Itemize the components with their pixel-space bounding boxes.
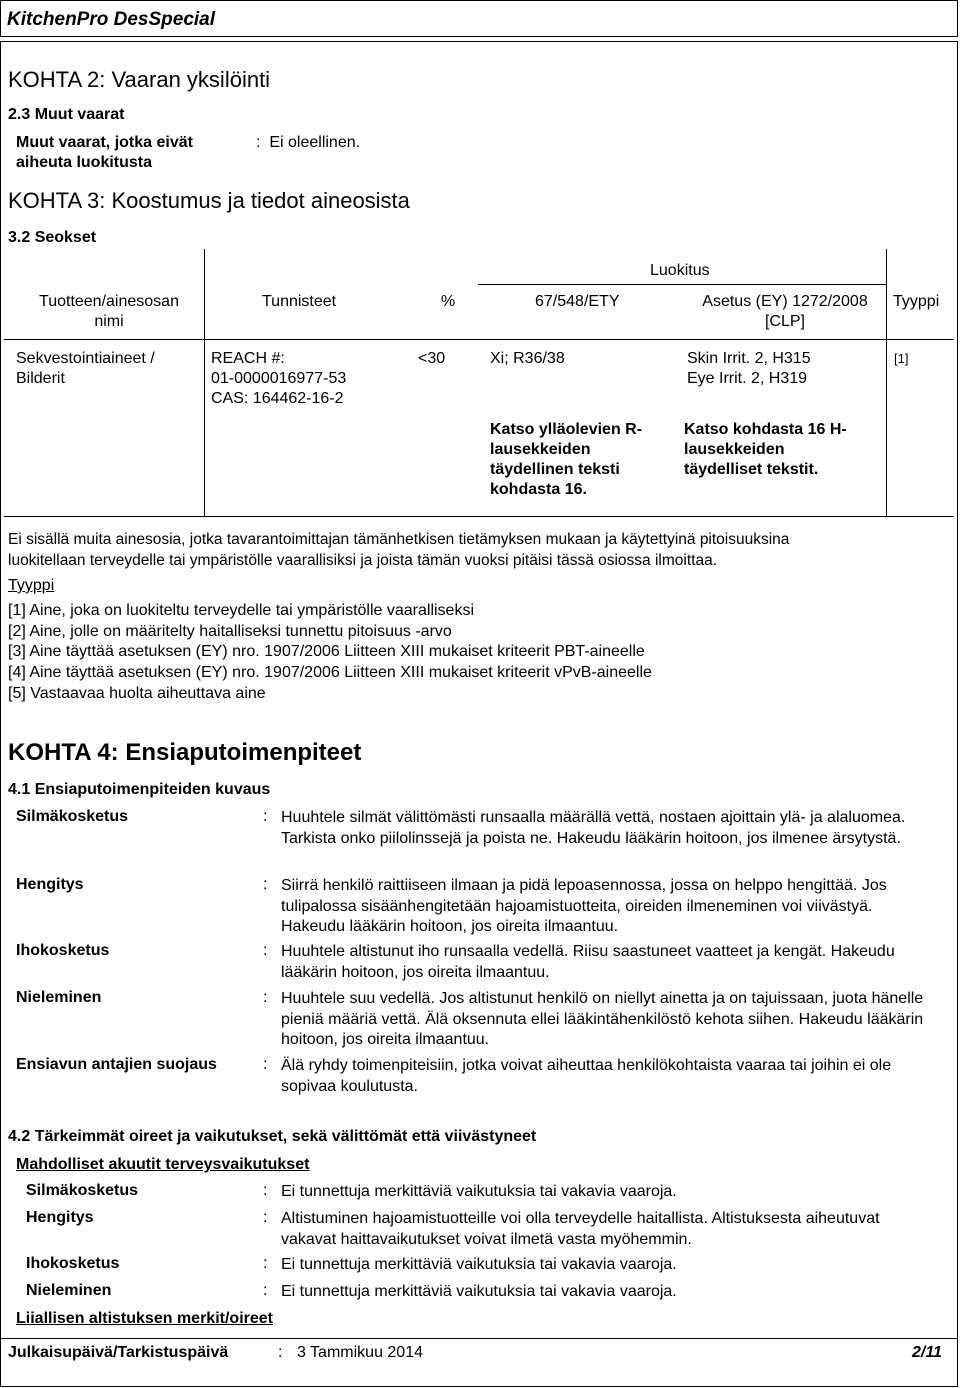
acute-colon: : <box>263 1182 268 1199</box>
col-header-clp: Asetus (EY) 1272/2008 [CLP] <box>702 293 868 330</box>
first-aid-label: Silmäkosketus <box>16 808 129 825</box>
footer-date-label: Julkaisupäivä/Tarkistuspäivä <box>8 1344 229 1361</box>
acute-label: Ihokosketus <box>26 1255 120 1272</box>
first-aid-label: Ihokosketus <box>16 942 110 959</box>
first-aid-text: Huuhtele altistunut iho runsaalla vedellä. Riisu saastuneet vaatteet ja kengät. Hakeudu lääkärin hoitoon, jos oireita ilmaantuu. <box>281 943 895 981</box>
acute-label: Silmäkosketus <box>26 1182 139 1199</box>
col-divider-2 <box>886 249 887 517</box>
first-aid-label: Nieleminen <box>16 989 102 1006</box>
first-aid-text: Huuhtele suu vedellä. Jos altistunut henkilö on niellyt ainetta ja on tajuissaan, juota hänelle pieniä määriä vettä. Älä oksennuta ellei lääkintähenkilöstö kehota siihen. Hakeudu lääkärin hoitoon, jos oireita ilmaantuu. <box>281 990 924 1048</box>
overexposure-heading: Liiallisen altistuksen merkit/oireet <box>16 1310 273 1327</box>
footer-colon: : <box>278 1344 283 1361</box>
acute-text: Ei tunnettuja merkittäviä vaikutuksia tai vakavia vaaroja. <box>281 1283 677 1300</box>
col-header-dir: 67/548/ETY <box>535 293 620 310</box>
row-percent: <30 <box>418 350 446 367</box>
footer-rule <box>0 1338 958 1339</box>
first-aid-colon: : <box>263 989 268 1006</box>
type-notes <box>8 601 652 705</box>
note-clp: Katso kohdasta 16 H- lausekkeiden täydelliset tekstit. <box>684 421 847 478</box>
type-note: [2] Aine, jolle on määritelty haitalliseksi tunnettu pitoisuus -arvo <box>8 622 452 640</box>
section2-subtitle: 2.3 Muut vaarat <box>8 106 125 123</box>
acute-colon: : <box>263 1282 268 1299</box>
table-group-header: Luokitus <box>650 262 710 279</box>
type-note: [3] Aine täyttää asetuksen (EY) nro. 1907/2006 Liitteen XIII mukaiset kriteerit PBT-aineelle <box>8 643 645 661</box>
section4-title: KOHTA 4: Ensiaputoimenpiteet <box>8 739 362 766</box>
acute-label: Hengitys <box>26 1209 94 1226</box>
acute-label: Nieleminen <box>26 1282 112 1299</box>
table-header-rule <box>4 339 954 340</box>
section4-subtitle-2: 4.2 Tärkeimmät oireet ja vaikutukset, sekä välittömät että viivästyneet <box>8 1128 537 1145</box>
acute-text: Altistuminen hajoamistuotteille voi olla terveydelle haitallista. Altistuksesta aiheutuvat vakavat haittavaikutukset voivat ilmetä vasta myöhemmin. <box>281 1210 880 1248</box>
first-aid-colon: : <box>263 876 268 893</box>
type-note: [1] Aine, joka on luokiteltu terveydelle tai ympäristölle vaaralliseksi <box>8 602 475 619</box>
col-header-percent: % <box>441 293 456 310</box>
first-aid-label: Ensiavun antajien suojaus <box>16 1056 217 1073</box>
col-divider-1 <box>204 249 205 517</box>
row-identifiers: REACH #: 01-0000016977-53 CAS: 164462-16-2 <box>211 350 347 407</box>
brand-title: KitchenPro DesSpecial <box>7 9 216 30</box>
header-bar <box>0 0 958 37</box>
first-aid-colon: : <box>263 1056 268 1073</box>
page-number: 2/11 <box>912 1344 942 1361</box>
acute-colon: : <box>263 1255 268 1272</box>
first-aid-text: Huuhtele silmät välittömästi runsaalla määrällä vettä, nostaen ajoittain ylä- ja alaluomea. Tarkista onko piilolinssejä ja poista ne. Hakeudu lääkärin hoitoon, jos ilmenee ärsytystä. <box>281 809 906 847</box>
col-header-name: Tuotteen/ainesosan nimi <box>39 293 179 330</box>
section2-row-value: : Ei oleellinen. <box>256 134 361 151</box>
type-heading: Tyyppi <box>8 577 55 594</box>
row-clp: Skin Irrit. 2, H315 Eye Irrit. 2, H319 <box>687 350 811 387</box>
type-note: [4] Aine täyttää asetuksen (EY) nro. 1907/2006 Liitteen XIII mukaiset kriteerit vPvB-aineelle <box>8 664 652 682</box>
section4-subtitle-1: 4.1 Ensiaputoimenpiteiden kuvaus <box>8 781 271 798</box>
first-aid-text: Siirrä henkilö raittiiseen ilmaan ja pidä lepoasennossa, jossa on helppo hengittää. Jos tulipalossa sisäänhengitetään hajoamistuotteita, oireiden ilmeneminen voi viivästyä. Hakeudu lääkärin hoitoon, jos oireita ilmaantuu. <box>281 877 887 935</box>
section3-subtitle: 3.2 Seokset <box>8 229 97 246</box>
section3-title: KOHTA 3: Koostumus ja tiedot aineosista <box>8 188 410 213</box>
type-note: [5] Vastaavaa huolta aiheuttava aine <box>8 684 266 702</box>
footer-date: 3 Tammikuu 2014 <box>297 1344 423 1361</box>
section2-row-label: Muut vaarat, jotka eivät aiheuta luokitusta <box>16 134 193 171</box>
first-aid-label: Hengitys <box>16 876 84 893</box>
first-aid-colon: : <box>263 942 268 959</box>
first-aid-colon: : <box>263 808 268 825</box>
first-aid-text: Älä ryhdy toimenpiteisiin, jotka voivat aiheuttaa henkilökohtaista vaaraa tai joihin ei ole sopivaa koulutusta. <box>281 1057 892 1095</box>
note-dir: Katso ylläolevien R- lausekkeiden täydellinen teksti kohdasta 16. <box>490 421 643 498</box>
acute-text: Ei tunnettuja merkittäviä vaikutuksia tai vakavia vaaroja. <box>281 1183 677 1200</box>
group-header-rule <box>478 284 886 285</box>
col-header-type: Tyyppi <box>893 293 940 310</box>
col-header-identifiers: Tunnisteet <box>262 293 337 310</box>
row-name: Sekvestointiaineet / Bilderit <box>16 350 155 387</box>
row-type: [1] <box>894 351 909 366</box>
acute-colon: : <box>263 1209 268 1226</box>
table-bottom-rule <box>4 516 954 517</box>
acute-text: Ei tunnettuja merkittäviä vaikutuksia tai vakavia vaaroja. <box>281 1256 677 1273</box>
row-dir: Xi; R36/38 <box>490 350 565 367</box>
acute-effects-heading: Mahdolliset akuutit terveysvaikutukset <box>16 1156 310 1173</box>
section3-paragraph: Ei sisällä muita ainesosia, jotka tavarantoimittajan tämänhetkisen tietämyksen mukaan ja käytettyinä pitoisuuksina luokitellaan terveydelle tai ympäristölle vaarallisiksi ja joista tämän vuoksi pitäisi tässä osiossa ilmoittaa. <box>8 531 790 569</box>
section2-title: KOHTA 2: Vaaran yksilöinti <box>8 67 271 92</box>
